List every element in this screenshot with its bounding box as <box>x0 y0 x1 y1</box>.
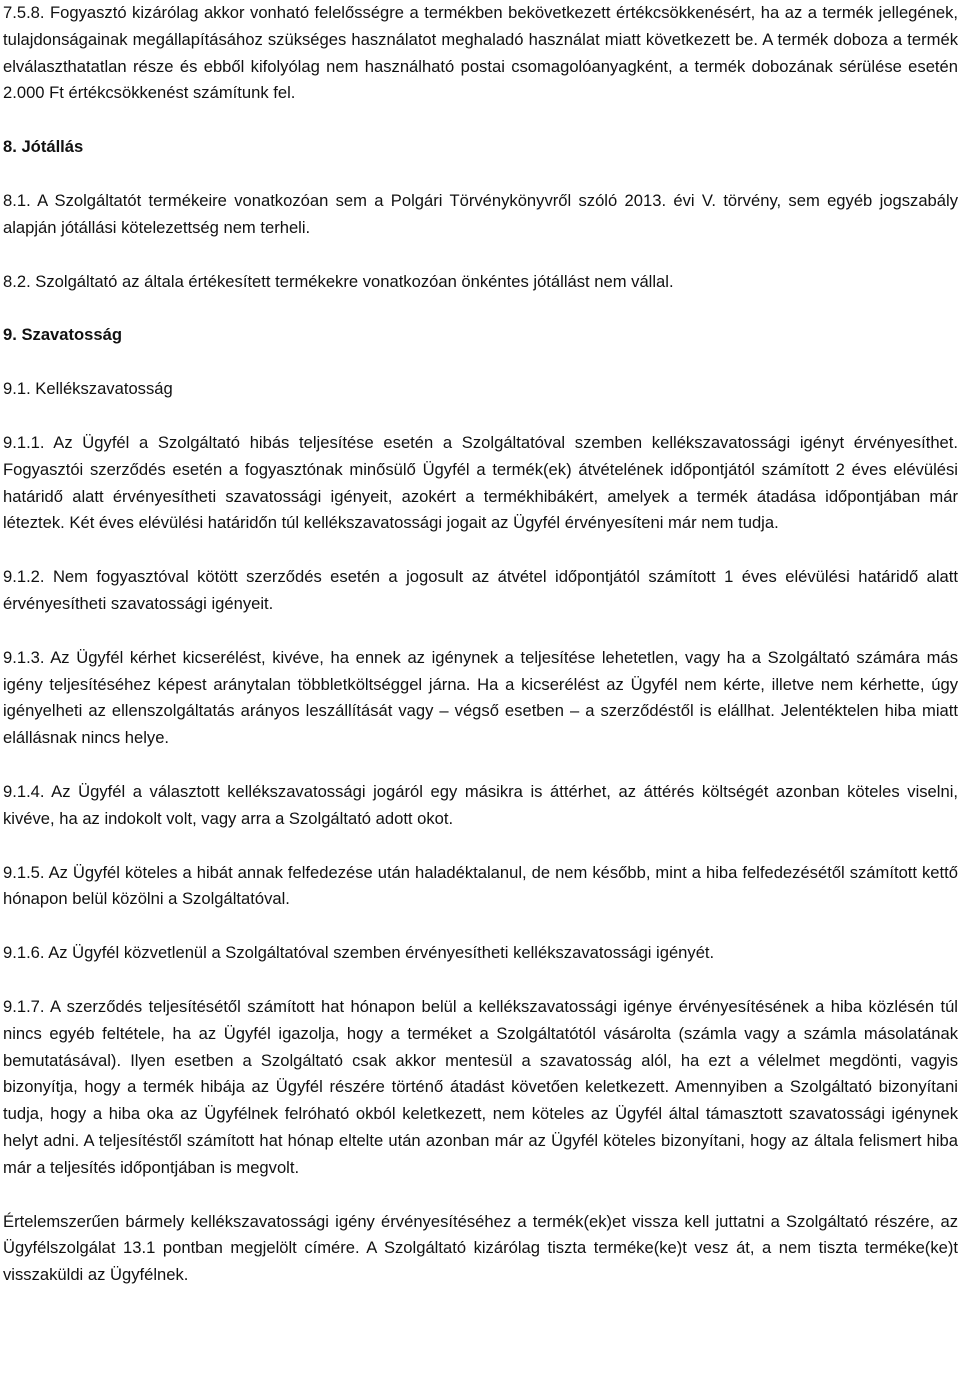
spacer <box>3 242 958 269</box>
subsection-heading-9-1: 9.1. Kellékszavatosság <box>3 379 173 399</box>
spacer <box>3 1182 958 1209</box>
section-heading-9: 9. Szavatosság <box>3 325 122 345</box>
paragraph-9-1-1: 9.1.1. Az Ügyfél a Szolgáltató hibás teljesítése esetén a Szolgáltatóval szemben kellékszavatossági igényt érvényesíthet. Fogyasztói szerződés esetén a fogyasztónak minősülő Ügyfél a termék(ek) átvételének időpontjától számított 2 éves elévülési határidő alatt érvényesítheti szavatossági igényeit, azokért a termékhibákért, amelyek a termék átadása időpontjában már léteztek. Két éves elévülési határidőn túl kellékszavatossági jogait az Ügyfél érvényesíteni már nem tudja. <box>3 432 958 533</box>
paragraph-8-1: 8.1. A Szolgáltatót termékeire vonatkozóan sem a Polgári Törvénykönyvről szóló 2013. évi V. törvény, sem egyéb jogszabály alapján jótállási kötelezettség nem terheli. <box>3 190 958 237</box>
paragraph-9-1-7: 9.1.7. A szerződés teljesítésétől számított hat hónapon belül a kellékszavatossági igénye érvényesítésének a hiba közlésén túl nincs egyéb feltétele, ha az Ügyfél igazolja, hogy a terméket a Szolgáltatótól vásárolta (számla vagy a számla másolatának bemutatásával). Ilyen esetben a Szolgáltató csak akkor mentesül a szavatosság alól, ha ezt a vélelmet megdönti, vagyis bizonyítja, hogy a termék hibája az Ügyfél részére történő átadást követően keletkezett. Amennyiben a Szolgáltató bizonyítani tudja, hogy a hiba oka az Ügyfélnek felróható okból keletkezett, nem köteles az Ügyfél által támasztott szavatossági igénynek helyt adni. A teljesítéstől számított hat hónap eltelte után azonban már az Ügyfél köteles bizonyítani, hogy az általa felismert hiba már a teljesítés időpontjában is megvolt. <box>3 996 958 1177</box>
paragraph-9-1-5: 9.1.5. Az Ügyfél köteles a hibát annak felfedezése után haladéktalanul, de nem később, mint a hiba felfedezésétől számított kettő hónapon belül közölni a Szolgáltatóval. <box>3 862 958 909</box>
spacer <box>3 913 958 940</box>
paragraph-9-1-4: 9.1.4. Az Ügyfél a választott kellékszavatossági jogáról egy másikra is áttérhet, az áttérés költségét azonban köteles viselni, kivéve, ha az indokolt volt, vagy arra a Szolgáltató adott okot. <box>3 781 958 828</box>
spacer <box>3 349 958 376</box>
paragraph-9-1-6: 9.1.6. Az Ügyfél közvetlenül a Szolgáltatóval szemben érvényesítheti kellékszavatossági igényét. <box>3 943 715 963</box>
spacer <box>3 107 958 134</box>
spacer <box>3 833 958 860</box>
spacer <box>3 752 958 779</box>
paragraph-9-1-2: 9.1.2. Nem fogyasztóval kötött szerződés esetén a jogosult az átvétel időpontjától számított 1 éves elévülési határidő alatt érvényesítheti szavatossági igényeit. <box>3 567 958 613</box>
spacer <box>3 295 958 322</box>
document-page <box>3 0 958 1289</box>
paragraph-7-5-8: 7.5.8. Fogyasztó kizárólag akkor vonható felelősségre a termékben bekövetkezett értékcsökkenésért, ha az a termék jellegének, tulajdonságainak megállapításához szükséges használatot meghaladó használat miatt következett be. A termék doboza a termék elválaszthatatlan része és ebből kifolyólag nem használható postai csomagolóanyagként, a termék dobozának sérülése esetén 2.000 Ft értékcsökkenést számítunk fel. <box>3 3 958 103</box>
spacer <box>3 967 958 994</box>
paragraph-8-2: 8.2. Szolgáltató az általa értékesített termékekre vonatkozóan önkéntes jótállást nem vállal. <box>3 271 674 291</box>
spacer <box>3 537 958 564</box>
paragraph-final: Értelemszerűen bármely kellékszavatossági igény érvényesítéséhez a termék(ek)et vissza kell juttatni a Szolgáltató részére, az Ügyfélszolgálat 13.1 pontban megjelölt címére. A Szolgáltató kizárólag tiszta terméke(ke)t vesz át, a nem tiszta terméke(ke)t visszaküldi az Ügyfélnek. <box>3 1211 958 1285</box>
paragraph-9-1-3: 9.1.3. Az Ügyfél kérhet kicserélést, kivéve, ha ennek az igénynek a teljesítése lehetetlen, vagy ha a Szolgáltató számára más igény teljesítéséhez képest aránytalan többletköltséggel járna. Ha a kicserélést az Ügyfél nem kérte, illetve nem kérhette, úgy igényelheti az ellenszolgáltatás arányos leszállítását vagy – végső esetben – a szerződéstől is elállhat. Jelentéktelen hiba miatt elállásnak nincs helye. <box>3 647 958 748</box>
section-heading-8: 8. Jótállás <box>3 137 84 157</box>
spacer <box>3 161 958 188</box>
spacer <box>3 403 958 430</box>
spacer <box>3 618 958 645</box>
